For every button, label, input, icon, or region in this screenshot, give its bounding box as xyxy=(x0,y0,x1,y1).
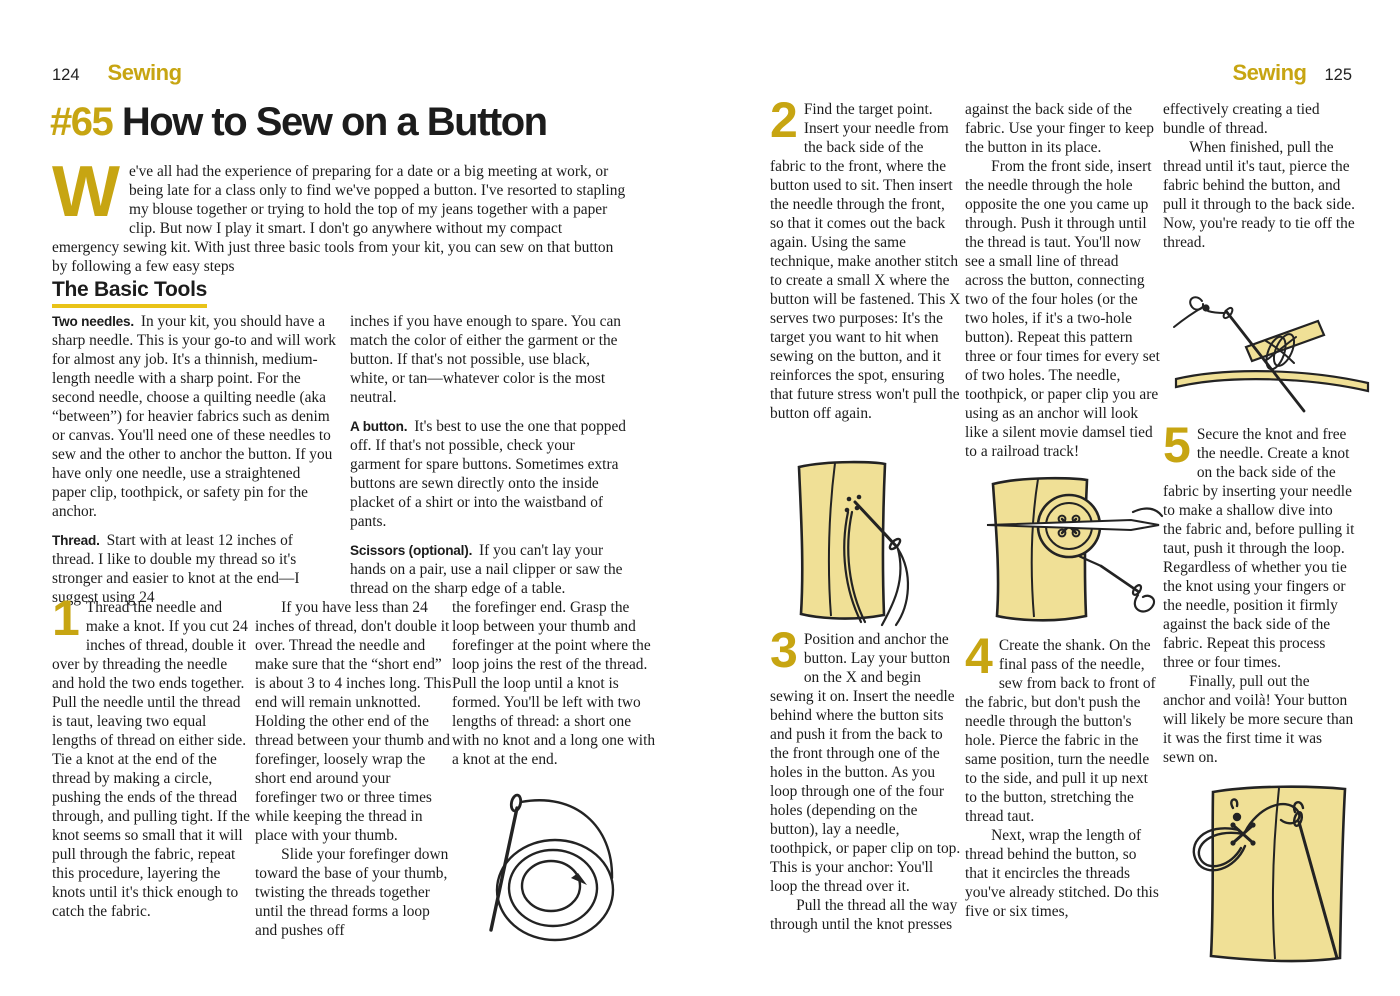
step5-text-p1: Secure the knot and free the needle. Create a knot on the back side of the fabric by inserting your needle to make a shallow dive into the fabric and, before pulling it taut, push it through the loop. Regardless of whether you tie the knot using your fingers or the needle, position it firmly against the back side of the fabric. Repeat this process three or four times. xyxy=(1163,426,1355,671)
step2-cont-p2: From the front side, insert the needle through the hole opposite the one you came up through. Push it through until the thread is taut. You'll now see a small line of thread across the button, connecting two of the four holes (or the two holes, if it's a two-hole button). Repeat this pattern three or four times for every set of two holes. The needle, toothpick, or paper clip you are using as an anchor will look like a silent movie damsel tied to a railroad track! xyxy=(965,158,1160,460)
intro-dropcap: W xyxy=(52,152,120,232)
tool-needles-text: In your kit, you should have a sharp needle. This is your go-to and will work for almost any job. It's a thinnish, medium-length needle with a sharp point. For the second needle, choose a quilting needle (aka “between”) for heavier fabrics such as denim or canvas. You'll need one of these needles to sew and the other to anchor the button. If you have only one needle, use a straightened paper clip, toothpick, or safety pin for the anchor. xyxy=(52,313,336,520)
tool-thread-continuation: inches if you have enough to spare. You can match the color of either the garment or the button. If that's not possible, use black, white, or tan—whatever color is the most neutral. xyxy=(350,313,621,406)
step2-cont-p1: against the back side of the fabric. Use your finger to keep the button in its place. xyxy=(965,101,1154,156)
step1-col2-p1: If you have less than 24 inches of thread, don't double it over. Thread the needle and make sure that the “short end” is about 3 to 4 inches long. This end will remain unknotted. Holding the other end of the thread between your thumb and forefinger, loosely wrap the short end around your forefinger two or three times while keeping the thread in place with your thumb. xyxy=(255,599,452,844)
step2-continuation-column xyxy=(965,100,1160,461)
tool-thread-text: Start with at least 12 inches of thread. I like to double my thread so it's stronger and easier to knot at the end—I suggest using 24 xyxy=(52,532,300,606)
step5-text-p2: Finally, pull out the anchor and voilà! Your button will likely be more secure than it was the first time it was sewn on. xyxy=(1163,673,1354,766)
step4-continuation-column xyxy=(1163,100,1355,252)
step1-column-3 xyxy=(452,598,658,769)
step1-text: Thread the needle and make a knot. If you cut 24 inches of thread, double it over by threading the needle and hold the two ends together. Pull the needle until the thread is taut, leaving two equal lengths of thread on either side. Tie a knot at the end of the thread by making a circle, pushing the ends of the thread through, and pulling tight. If the knot seems so small that it will pull through the fabric, repeat this procedure, layering the knots until it's thick enough to catch the fabric. xyxy=(52,599,250,920)
chapter-number: #65 xyxy=(50,100,113,144)
tools-section-heading: The Basic Tools xyxy=(52,278,207,308)
tool-scissors-lead: Scissors (optional). xyxy=(350,543,473,558)
step1-number: 1 xyxy=(52,590,77,646)
right-section-label: Sewing xyxy=(1232,60,1307,85)
step2-column xyxy=(770,92,962,423)
step5-column xyxy=(1163,417,1355,767)
tool-button-lead: A button. xyxy=(350,419,408,434)
left-page-header xyxy=(52,60,182,86)
tools-column-2 xyxy=(350,312,628,598)
back-knot-illustration xyxy=(1185,770,1375,970)
step4-text-p1: Create the shank. On the final pass of the needle, sew from back to front of the fabric, but don't push the needle through the button's hole. Pierce the fabric in the same position, turn the needle to the side, and pull it up next to the button, stretching the thread taut. xyxy=(965,637,1156,825)
step4-number: 4 xyxy=(965,628,990,684)
step2-number: 2 xyxy=(770,92,795,148)
step3-text-p1: Position and anchor the button. Lay your button on the X and begin sewing it on. Insert the needle behind where the button sits and push it from the back to the front through one of the holes in the button. As you loop through one of the four holes (depending on the button), lay a needle, toothpick, or paper clip on top. This is your anchor: You'll loop the thread over it. xyxy=(770,631,961,895)
x-stitch-illustration xyxy=(785,455,950,627)
left-page-number: 124 xyxy=(52,66,80,84)
right-page-number: 125 xyxy=(1324,66,1352,84)
step4-column xyxy=(965,628,1160,921)
step4-cont-p2: When finished, pull the thread until it's taut, pierce the fabric behind the button, and pull it through to the back side. Now, you're ready to tie off the thread. xyxy=(1163,139,1355,251)
tool-button-text: It's best to use the one that popped off. If that's not possible, check your garment for spare buttons. Sometimes extra buttons are sewn directly onto the inside placket of a shirt or into the waistband of pants. xyxy=(350,418,626,530)
tools-column-1 xyxy=(52,312,336,607)
step2-text: Find the target point. Insert your needle from the back side of the fabric to the front, where the button used to sit. Then insert the needle through the front, so that it comes out the back again. Using the same technique, make another stitch to create a small X where the button will be fastened. This X serves two purposes: It's the target you want to hit when sewing on the button, and it reinforces the spot, ensuring that future stress won't pull the button off again. xyxy=(770,101,961,422)
step1-column-2 xyxy=(255,598,453,940)
left-section-label: Sewing xyxy=(107,60,182,85)
tool-thread-lead: Thread. xyxy=(52,533,100,548)
button-anchor-illustration xyxy=(983,468,1165,628)
step1-column-1 xyxy=(52,590,252,921)
step1-col3-text: the forefinger end. Grasp the loop between your thumb and forefinger at the point where the loop joins the rest of the thread. Pull the loop until a knot is formed. You'll be left with two lengths of thread: a short one with no knot and a long one with a knot at the end. xyxy=(452,599,656,768)
chapter-title xyxy=(50,100,547,145)
step1-col2-p2: Slide your forefinger down toward the base of your thumb, twisting the threads together until the thread forms a loop and pushes off xyxy=(255,846,449,939)
needle-coil-illustration xyxy=(455,782,660,962)
tool-scissors-text: If you can't lay your hands on a pair, use a nail clipper or saw the thread on the sharp edge of a table. xyxy=(350,542,623,597)
step3-text-p2: Pull the thread all the way through until the knot presses xyxy=(770,897,958,933)
tool-needles-lead: Two needles. xyxy=(52,314,134,329)
step4-text-p2: Next, wrap the length of thread behind the button, so that it encircles the threads you've already stitched. Do this five or six times, xyxy=(965,827,1159,920)
right-page-header xyxy=(1050,60,1352,86)
step4-cont-p1: effectively creating a tied bundle of thread. xyxy=(1163,101,1320,137)
step3-column xyxy=(770,622,962,934)
step3-number: 3 xyxy=(770,622,795,678)
chapter-title-text: How to Sew on a Button xyxy=(121,100,547,144)
intro-text: e've all had the experience of preparing for a date or a big meeting at work, or being late for a class only to find we've popped a button. I've resorted to stapling my blouse together or trying to hold the top of my jeans together with a paper clip. But now I play it smart. I don't go anywhere without my compact emergency sewing kit. With just three basic tools from your kit, you can sew on that button by following a few easy steps xyxy=(52,163,626,275)
shank-wrap-illustration xyxy=(1172,283,1372,423)
intro-paragraph xyxy=(52,152,626,276)
step5-number: 5 xyxy=(1163,417,1188,473)
